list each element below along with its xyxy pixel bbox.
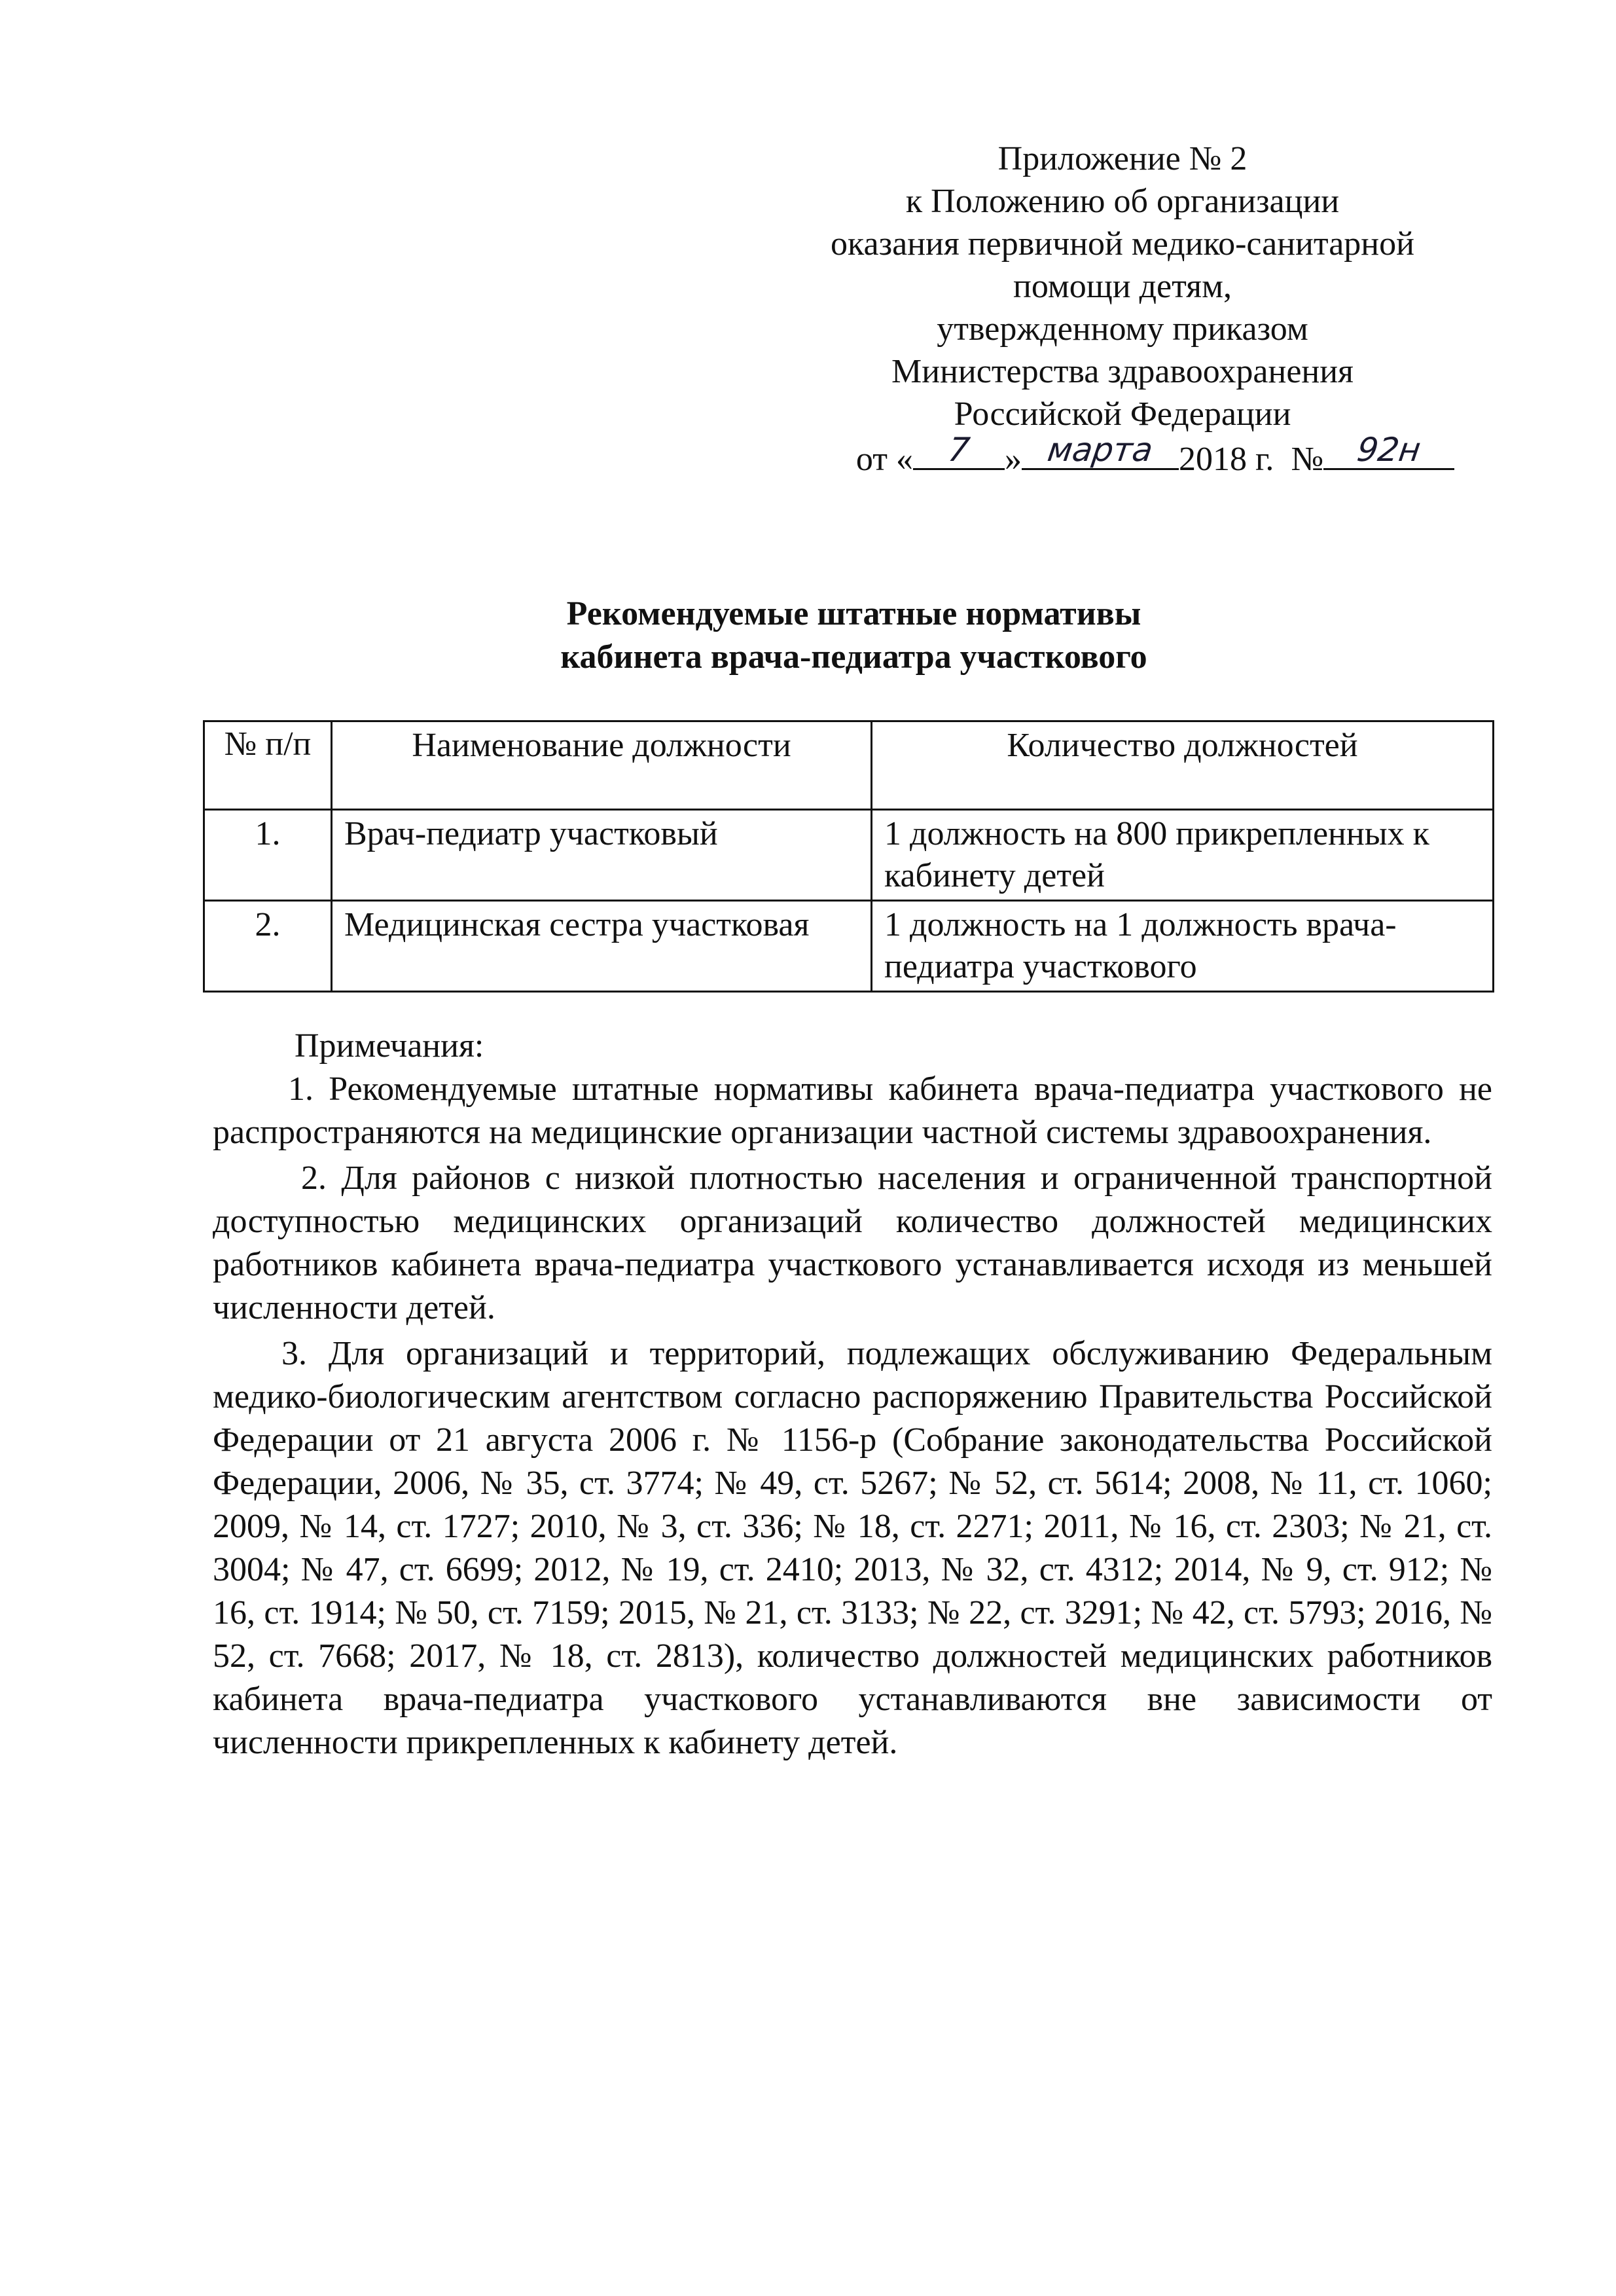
appendix-line: утвержденному приказом xyxy=(937,310,1308,348)
table-row xyxy=(204,810,1494,901)
date-quote-close: » xyxy=(1004,441,1022,478)
note-item-3: 3. Для организаций и территорий, подлежащих обслуживанию Федеральным медико-биологическим агентством согласно распоряжению Правительства Российской Федерации от 21 августа 2006 г. № 1156-р (Собрание законодательства Российской Федерации, 2006, № 35, ст. 3774; № 49, ст. 5267; № 52, ст. 5614; 2008, № 11, ст. 1060; 2009, № 14, ст. 1727; 2010, № 3, ст. 336; № 18, ст. 2271; 2011, № 16, ст. 2303; № 21, ст. 3004; № 47, ст. 6699; 2012, № 19, ст. 2410; 2013, № 32, ст. 4312; 2014, № 9, ст. 912; № 16, ст. 1914; № 50, ст. 7159; 2015, № 21, ст. 3133; № 22, ст. 3291; № 42, ст. 5793; 2016, № 52, ст. 7668; 2017, № 18, ст. 2813), количество должностей медицинских работников кабинета врача-педиатра участкового устанавливаются вне зависимости от численности прикрепленных к кабинету детей. xyxy=(213,1335,1492,1761)
row-num: 1. xyxy=(204,810,332,901)
header-num: № п/п xyxy=(204,721,332,810)
month-blank xyxy=(1022,431,1179,470)
number-blank xyxy=(1323,431,1454,470)
table-row xyxy=(204,901,1494,992)
row-num: 2. xyxy=(204,901,332,992)
handwritten-day: 7 xyxy=(945,431,972,469)
number-sign: № xyxy=(1291,441,1324,478)
date-prefix: от « xyxy=(855,441,913,478)
staff-table-container xyxy=(203,720,1492,993)
document-title xyxy=(0,592,1616,679)
header-position-name: Наименование должности xyxy=(332,721,872,810)
appendix-line: оказания первичной медико-санитарной xyxy=(831,225,1414,263)
appendix-line: Российской Федерации xyxy=(954,395,1291,433)
handwritten-number: 92н xyxy=(1354,431,1424,469)
note-item-1: 1. Рекомендуемые штатные нормативы кабинета врача-педиатра участкового не распространяются на медицинские организации частной системы здравоохранения. xyxy=(213,1070,1492,1151)
row-position-count: 1 должность на 1 должность врача-педиатра участкового xyxy=(872,901,1494,992)
appendix-line: к Положению об организации xyxy=(905,183,1340,220)
row-position-name: Врач-педиатр участковый xyxy=(332,810,872,901)
handwritten-month: марта xyxy=(1045,431,1155,469)
order-date-line xyxy=(844,431,1466,481)
row-position-name: Медицинская сестра участковая xyxy=(332,901,872,992)
note-item-2: 2. Для районов с низкой плотностью населения и ограниченной транспортной доступностью медицинских организаций количество должностей медицинских работников кабинета врача-педиатра участкового устанавливается исходя из меньшей численности детей. xyxy=(213,1159,1492,1326)
title-line-2: кабинета врача-педиатра участкового xyxy=(560,638,1147,676)
day-blank xyxy=(913,431,1005,470)
header-position-count: Количество должностей xyxy=(872,721,1494,810)
appendix-line: Министерства здравоохранения xyxy=(891,353,1354,390)
appendix-line: Приложение № 2 xyxy=(997,140,1248,177)
row-position-count: 1 должность на 800 прикрепленных к кабинету детей xyxy=(872,810,1494,901)
notes-section xyxy=(213,1025,1492,1764)
notes-title: Примечания: xyxy=(295,1027,484,1065)
date-year: 2018 г. xyxy=(1178,441,1274,478)
title-line-1: Рекомендуемые штатные нормативы xyxy=(566,595,1141,632)
table-header-row xyxy=(204,721,1494,810)
staff-table xyxy=(203,720,1494,993)
appendix-line: помощи детям, xyxy=(1013,268,1232,305)
appendix-header xyxy=(779,137,1466,481)
